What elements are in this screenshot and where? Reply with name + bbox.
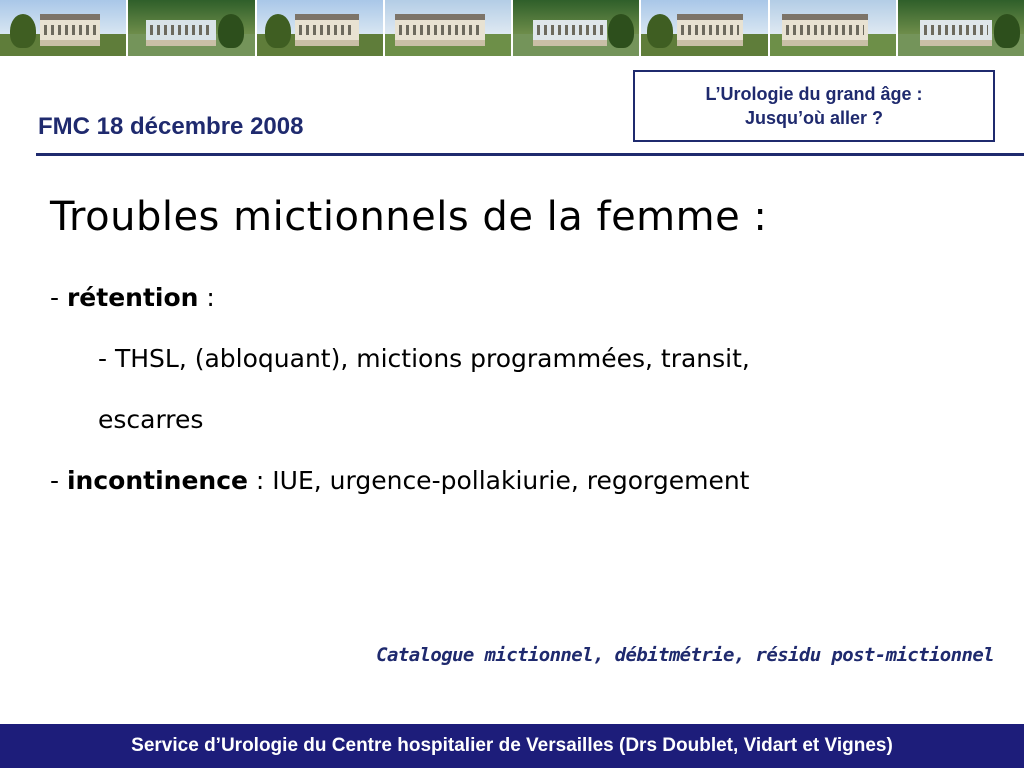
campus-photo <box>0 0 128 56</box>
footer-bar <box>0 724 1024 768</box>
building-photo <box>128 0 256 56</box>
retention-term: rétention <box>66 283 199 312</box>
incontinence-detail: : IUE, urgence-pollakiurie, regorgement <box>247 466 750 495</box>
slide-title: Troubles mictionnels de la femme : <box>50 194 768 240</box>
retention-colon: : <box>198 283 215 312</box>
presentation-title-line1: L’Urologie du grand âge : <box>705 84 923 104</box>
retention-detail-line1: - THSL, (abloquant), mictions programmées, transit, <box>98 344 750 373</box>
event-date: FMC 18 décembre 2008 <box>38 113 304 140</box>
retention-detail-line2: escarres <box>98 405 204 434</box>
incontinence-item <box>50 466 749 495</box>
retention-dash: - <box>50 283 67 312</box>
building-photo <box>385 0 513 56</box>
campus-photo <box>513 0 641 56</box>
building-photo <box>898 0 1024 56</box>
incontinence-dash: - <box>50 466 67 495</box>
campus-photo <box>770 0 898 56</box>
exam-note: Catalogue mictionnel, débitmétrie, résidu post-mictionnel <box>376 644 994 666</box>
presentation-title-line2: Jusqu’où aller ? <box>744 108 884 128</box>
campus-photo <box>257 0 385 56</box>
header-divider <box>36 153 1024 156</box>
incontinence-term: incontinence <box>66 466 248 495</box>
footer-text: Service d’Urologie du Centre hospitalier de Versailles (Drs Doublet, Vidart et Vignes) <box>131 735 893 756</box>
presentation-title-box <box>633 70 995 142</box>
building-photo <box>641 0 769 56</box>
retention-item <box>50 283 215 312</box>
header-photo-strip <box>0 0 1024 56</box>
